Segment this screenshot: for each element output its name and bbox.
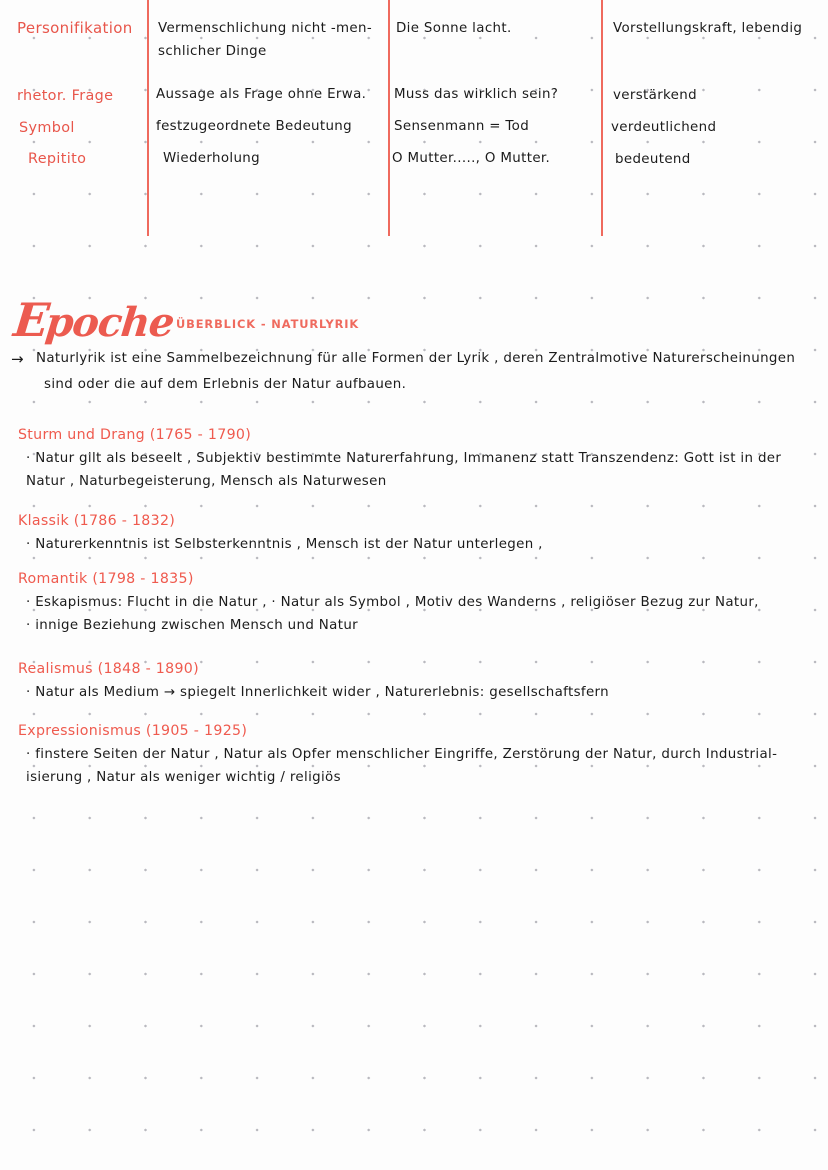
epoch-title-romantik: Romantik (1798 - 1835) [18,571,194,587]
device-effect: bedeutend [615,152,691,167]
device-name: rhetor. Frage [17,88,114,104]
epoch-title-expressionismus: Expressionismus (1905 - 1925) [18,723,248,739]
epoch-body-line-2: isierung , Natur als weniger wichtig / religiös [26,770,341,786]
table-row [17,21,133,36]
intro-line-2: sind oder die auf dem Erlebnis der Natur aufbauen. [44,377,407,392]
device-example: Die Sonne lacht. [396,21,512,36]
arrow-right-icon: → [11,350,24,368]
device-example: Sensenmann = Tod [394,119,530,134]
page-title-rest: poche [43,299,176,346]
epoch-body-sturm-und-drang [26,452,781,489]
device-name: Repitito [28,151,87,167]
epoch-body-line-2: Natur , Naturbegeisterung, Mensch als Naturwesen [26,474,387,490]
device-definition: Wiederholung [163,151,260,166]
device-effect: verstärkend [613,88,697,103]
page-title-initial: E [11,293,49,347]
device-example: O Mutter....., O Mutter. [392,151,551,166]
device-name: Personifikation [17,19,133,37]
epoch-body-romantik [26,596,759,633]
epoch-body-line-1: · Natur als Medium → spiegelt Innerlichkeit wider , Naturerlebnis: gesellschaftsfern [26,685,610,700]
device-definition: festzugeordnete Bedeutung [156,119,352,134]
epoch-title-realismus: Realismus (1848 - 1890) [18,661,199,677]
epoch-title-klassik: Klassik (1786 - 1832) [18,513,176,529]
stylistic-devices-table [0,0,828,240]
table-row [28,152,86,166]
epoch-body-realismus [26,686,609,699]
device-definition: Vermenschlichung nicht -men- schlicher Dinge [158,21,373,60]
table-row [19,121,75,135]
device-example: Muss das wirklich sein? [394,87,559,102]
epoch-body-klassik [26,538,543,551]
device-name: Symbol [19,120,75,136]
epoch-title-sturm-und-drang: Sturm und Drang (1765 - 1790) [18,427,252,443]
table-divider-1 [147,0,149,236]
epoch-body-expressionismus [26,748,777,785]
table-divider-3 [601,0,603,236]
epoch-body-line-1: · Eskapismus: Flucht in die Natur , · Natur als Symbol , Motiv des Wanderns , religiöser Bezug zur Natur, [26,595,759,610]
device-effect: verdeutlichend [611,120,717,135]
page-subtitle: ÜBERBLICK - NATURLYRIK [176,317,360,331]
epoch-body-line-2: · innige Beziehung zwischen Mensch und Natur [26,618,359,634]
device-effect: Vorstellungskraft, lebendig [613,21,803,36]
table-row [17,89,113,103]
epoch-body-line-1: · Natur gilt als beseelt , Subjektiv bestimmte Naturerfahrung, Immanenz statt Transzendenz: Gott ist in der [26,451,782,466]
epoch-body-line-1: · finstere Seiten der Natur , Natur als Opfer menschlicher Eingriffe, Zerstörung der Natur, durch Industrial- [26,747,778,762]
device-definition: Aussage als Frage ohne Erwa. [156,87,367,102]
table-divider-2 [388,0,390,236]
epoch-body-line-1: · Naturerkenntnis ist Selbsterkenntnis , Mensch ist der Natur unterlegen , [26,537,543,552]
intro-line-1: Naturlyrik ist eine Sammelbezeichnung für alle Formen der Lyrik , deren Zentralmotive Naturerscheinungen [36,351,796,366]
page-title [11,293,176,347]
